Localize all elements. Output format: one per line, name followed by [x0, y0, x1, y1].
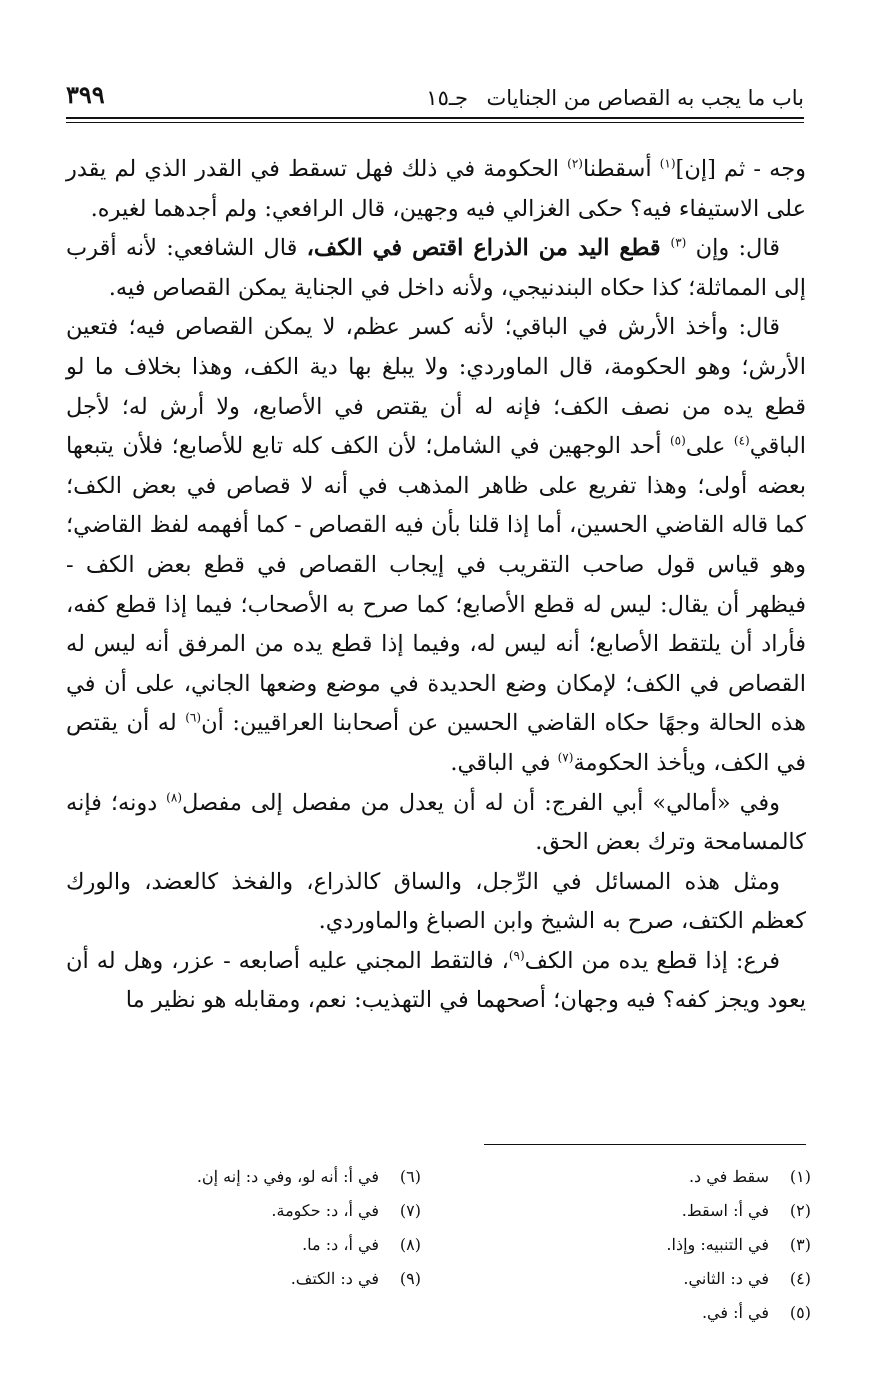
- footnote-ref[interactable]: (٦): [185, 710, 202, 725]
- chapter-title: باب ما يجب به القصاص من الجنايات: [486, 86, 804, 110]
- paragraph-3: قال: وأخذ الأرش في الباقي؛ لأنه كسر عظم، لا يمكن القصاص فيه؛ فتعين الأرش؛ وهو الحكومة، قال الماوردي: ولا يبلغ بها دية الكف، وهذا بخلاف ما لو قطع يده من نصف الكف؛ فإنه له أن يقتص في الأصابع، ولا أرش له؛ لأجل الباقي$^{(٤)}$ على$^{(٥)}$ أحد الوجهين في الشامل؛ لأن الكف كله تابع للأصابع؛ فلأن يتبعها بعضه أولى؛ وهذا تفريع على ظاهر المذهب في أنه لا قصاص في بعض الكف؛ كما قاله القاضي الحسين، أما إذا قلنا بأن فيه القصاص - كما أفهمه لفظ القاضي؛ وهو قياس قول صاحب التقريب في إيجاب القصاص في قطع بعض الكف - فيظهر أن يقال: ليس له قطع الأصابع؛ كما صرح به الأصحاب؛ فيما إذا قطع كفه، فأراد أن يلتقط الأصابع؛ أنه ليس له، وفيما إذا قطع يده من المرفق أنه ليس له القصاص في الكف؛ لإمكان وضع الحديدة في موضع وضعها الجاني، على أن في هذه الحالة وجهًا حكاه القاضي الحسين عن أصحابنا العراقيين: أن$^{(٦)}$ له أن يقتص في الكف، ويأخذ الحكومة$^{(٧)}$ في الباقي.: [66, 314, 806, 776]
- volume-label: جـ١٥: [426, 86, 468, 110]
- footnote-ref[interactable]: (٥): [669, 433, 686, 448]
- main-text: [66, 150, 806, 1021]
- footnote: (٢)في أ: اسقط.: [681, 1201, 811, 1220]
- footnote: (٧)في أ، د: حكومة.: [271, 1201, 421, 1220]
- paragraph-2: قال: وإن $^{(٣)}$ قطع اليد من الذراع اقتص في الكف، قال الشافعي: لأنه أقرب إلى المماثلة؛ كذا حكاه البندنيجي، ولأنه داخل في الجناية يمكن القصاص فيه.: [66, 235, 806, 301]
- paragraph-4: وفي «أمالي» أبي الفرج: أن له أن يعدل من مفصل إلى مفصل$^{(٨)}$ دونه؛ فإنه كالمسامحة وترك بعض الحق.: [66, 789, 806, 856]
- paragraph-5: ومثل هذه المسائل في الرِّجل، والساق كالذراع، والفخذ كالعضد، والورك كعظم الكتف، صرح به الشيخ وابن الصباغ والماوردي.: [66, 868, 806, 935]
- footnote: (٤)في د: الثاني.: [683, 1269, 811, 1288]
- footnote: (٨)في أ، د: ما.: [302, 1235, 421, 1254]
- footnote: (٩)في د: الكتف.: [290, 1269, 421, 1288]
- footnote: (٥)في أ: في.: [701, 1303, 811, 1322]
- footnotes-column-right: [491, 1160, 811, 1330]
- footnote-ref[interactable]: (٢): [567, 156, 583, 171]
- header-rule-thick: [66, 117, 804, 119]
- running-header: [66, 78, 804, 118]
- footnotes-column-left: [121, 1160, 421, 1296]
- footnote-ref[interactable]: (٨): [166, 790, 182, 804]
- paragraph-1: وجه - ثم [إن]$^{(١)}$ أسقطنا$^{(٢)}$ الحكومة في ذلك فهل تسقط في القدر الذي لم يقدر على الاستيفاء فيه؟ حكى الغزالي فيه وجهين، قال الرافعي: ولم أجدهما لغيره.: [66, 156, 806, 222]
- footnote-separator: [484, 1144, 806, 1145]
- footnote-ref[interactable]: (٩): [508, 948, 525, 963]
- footnote: (٦)في أ: أنه لو، وفي د: إنه إن.: [196, 1167, 421, 1186]
- page-number: ٣٩٩: [66, 80, 105, 109]
- footnote-ref[interactable]: (٧): [557, 750, 574, 765]
- footnote: (١)سقط في د.: [688, 1167, 811, 1186]
- footnote-ref[interactable]: (١): [659, 156, 676, 171]
- footnote: (٣)في التنبيه: وإذا.: [666, 1235, 811, 1254]
- header-rule-thin: [66, 122, 804, 123]
- footnote-ref[interactable]: (٤): [733, 433, 750, 448]
- paragraph-6: فرع: إذا قطع يده من الكف$^{(٩)}$، فالتقط المجني عليه أصابعه - عزر، وهل له أن يعود ويجز كفه؟ فيه وجهان؛ أصحهما في التهذيب: نعم، ومقابله هو نظير ما: [66, 947, 806, 1014]
- matn-text: قطع اليد من الذراع اقتص في الكف،: [306, 235, 671, 262]
- footnote-ref[interactable]: (٣): [670, 235, 687, 250]
